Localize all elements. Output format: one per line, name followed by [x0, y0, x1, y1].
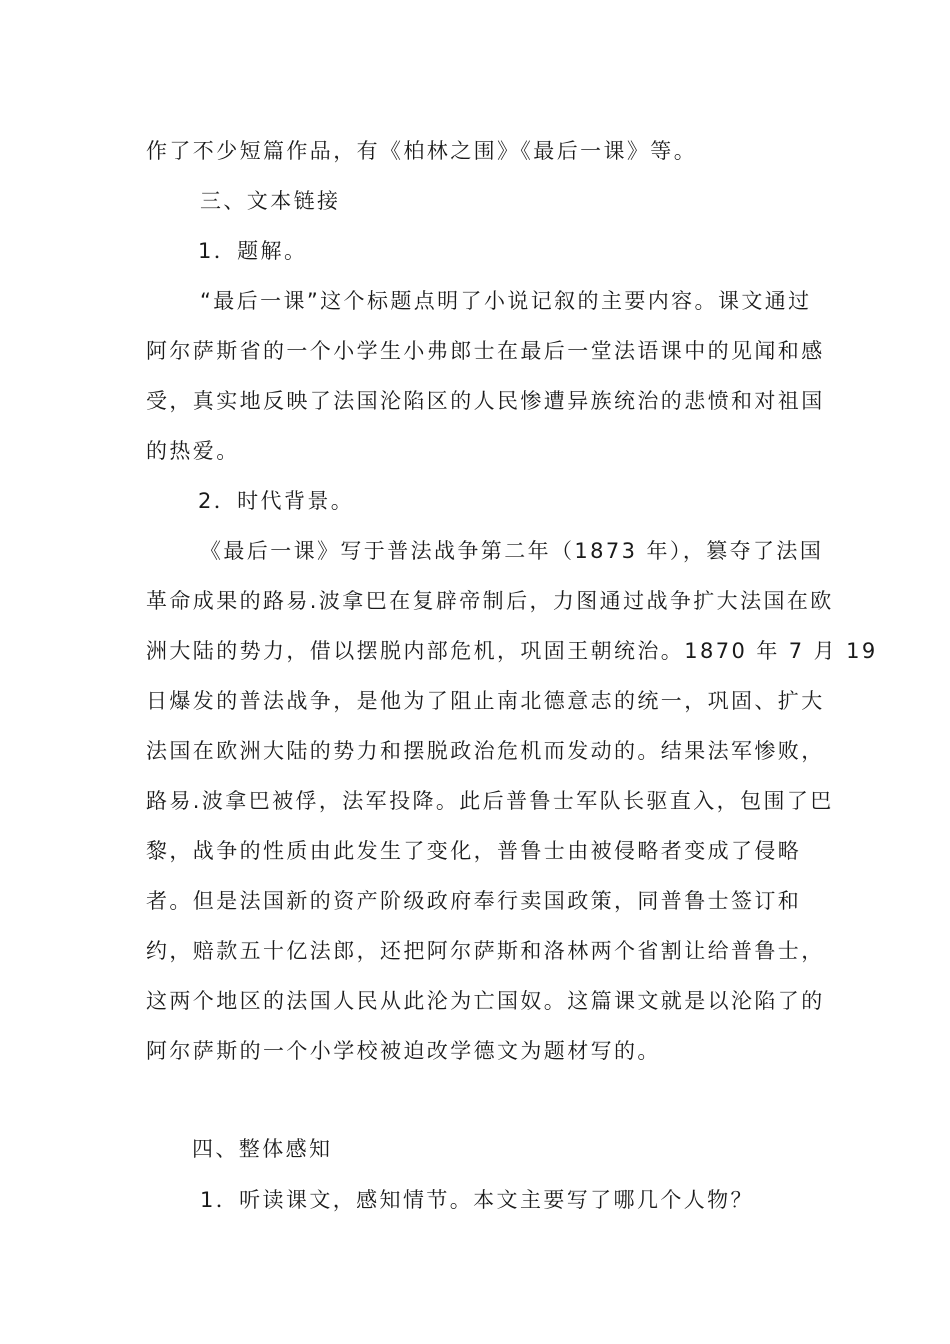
paragraph-line: 阿尔萨斯的一个小学校被迫改学德文为题材写的。	[146, 1039, 661, 1063]
paragraph-line: 洲大陆的势力，借以摆脱内部危机，巩固王朝统治。1870 年 7 月 19	[146, 639, 878, 663]
paragraph-line: 阿尔萨斯省的一个小学生小弗郎士在最后一堂法语课中的见闻和感	[146, 339, 825, 363]
paragraph-line: 这两个地区的法国人民从此沦为亡国奴。这篇课文就是以沦陷了的	[146, 989, 825, 1013]
paragraph-line: 革命成果的路易.波拿巴在复辟帝制后，力图通过战争扩大法国在欧	[146, 589, 834, 613]
paragraph-line: 黎，战争的性质由此发生了变化，普鲁士由被侵略者变成了侵略	[146, 839, 802, 863]
paragraph-line: 法国在欧洲大陆的势力和摆脱政治危机而发动的。结果法军惨败，	[146, 739, 825, 763]
paragraph-line: 的热爱。	[146, 439, 240, 463]
paragraph-line: 日爆发的普法战争，是他为了阻止南北德意志的统一，巩固、扩大	[146, 689, 825, 713]
paragraph-line: 1．听读课文，感知情节。本文主要写了哪几个人物？	[200, 1188, 754, 1212]
paragraph-line: 约，赔款五十亿法郎，还把阿尔萨斯和洛林两个省割让给普鲁士，	[146, 939, 825, 963]
paragraph-line: 作了不少短篇作品，有《柏林之围》《最后一课》等。	[146, 139, 698, 163]
paragraph-line: 路易.波拿巴被俘，法军投降。此后普鲁士军队长驱直入，包围了巴	[146, 789, 834, 813]
paragraph-line: 受，真实地反映了法国沦陷区的人民惨遭异族统治的悲愤和对祖国	[146, 389, 825, 413]
section-heading: 四、整体感知	[192, 1137, 333, 1161]
paragraph-line: “最后一课”这个标题点明了小说记叙的主要内容。课文通过	[200, 289, 812, 313]
subsection-heading: 1．题解。	[198, 239, 308, 263]
section-heading: 三、文本链接	[200, 189, 341, 213]
paragraph-line: 《最后一课》写于普法战争第二年（1873 年），篡夺了法国	[200, 539, 824, 563]
subsection-heading: 2．时代背景。	[198, 489, 355, 513]
paragraph-line: 者。但是法国新的资产阶级政府奉行卖国政策，同普鲁士签订和	[146, 889, 802, 913]
